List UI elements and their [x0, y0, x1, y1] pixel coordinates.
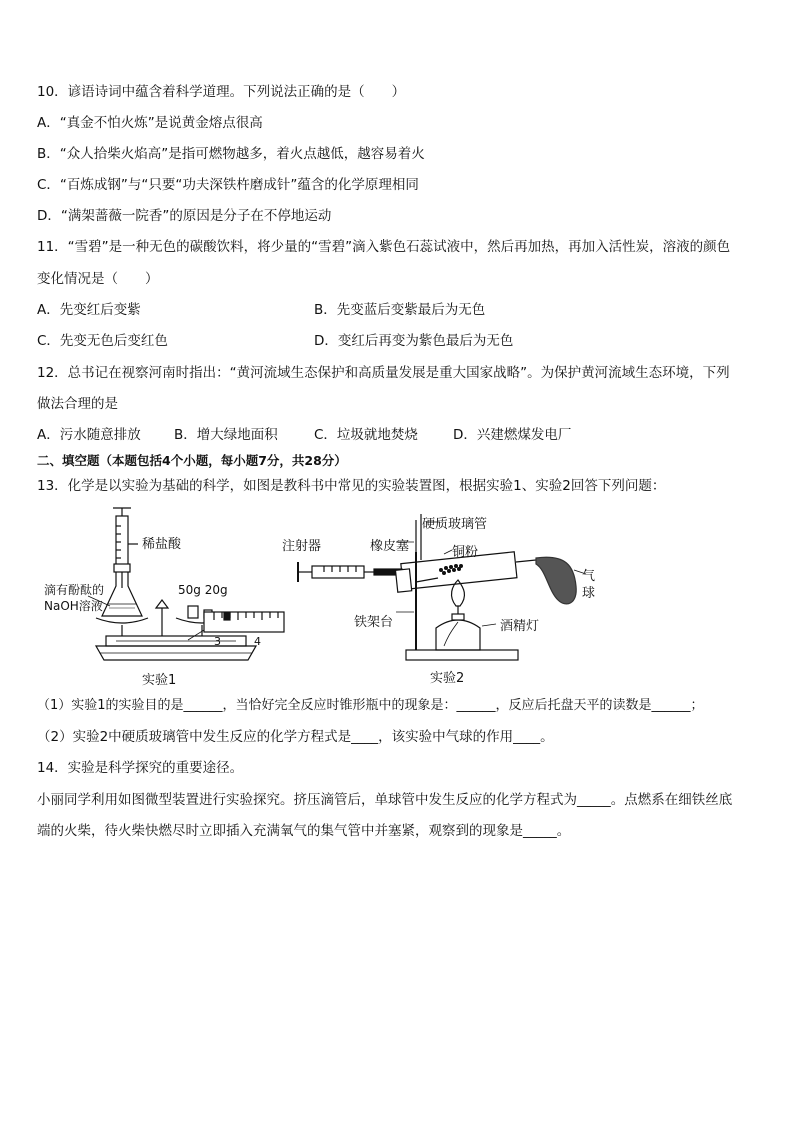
exp2-alcohol-lamp — [436, 620, 480, 650]
q11-option-d: D．变红后再变为紫色最后为无色 — [314, 333, 514, 349]
q11-option-a: A．先变红后变紫 — [37, 302, 141, 318]
exp2-stand-label: 铁架台 — [354, 615, 394, 630]
exp1-left-pan — [96, 618, 148, 623]
exp2-caption: 实验2 — [430, 671, 465, 686]
q13-sub1: （1）实验1的实验目的是______，当恰好完全反应时锥形瓶中的现象是：______，反应后托盘天平的读数是______； — [37, 698, 704, 713]
q13-stem: 13．化学是以实验为基础的科学，如图是教科书中常见的实验装置图，根据实验1、实验2回答下列问题： — [37, 478, 666, 494]
q11-stem-line1: 11．“雪碧”是一种无色的碳酸饮料，将少量的“雪碧”滴入紫色石蕊试液中，然后再加热，再加入活性炭，溶液的颜色 — [37, 239, 731, 255]
q12-option-d: D．兴建燃煤发电厂 — [453, 427, 572, 443]
exp1-weight-50g — [188, 606, 198, 618]
q12-option-a: A．污水随意排放 — [37, 427, 141, 443]
experiment-figure — [44, 500, 716, 700]
q14-para-line1: 小丽同学利用如图微型装置进行实验探究。挤压滴管后，单球管中发生反应的化学方程式为_____。点燃系在细铁丝底 — [37, 792, 733, 808]
q10-option-a: A．“真金不怕火炼”是说黄金熔点很高 — [37, 115, 263, 131]
exp1-acid-label: 稀盐酸 — [142, 537, 182, 552]
q11-option-b: B．先变蓝后变紫最后为无色 — [314, 302, 486, 318]
q14-para-line2: 端的火柴，待火柴快燃尽时立即插入充满氧气的集气管中并塞紧，观察到的现象是_____。 — [37, 823, 571, 839]
q11-stem-line2: 变化情况是（ ） — [37, 271, 159, 287]
exp2-stand-base — [406, 650, 518, 660]
exp1-stopper — [114, 564, 130, 572]
q13-sub2: （2）实验2中硬质玻璃管中发生反应的化学方程式是____，该实验中气球的作用____。 — [37, 729, 554, 745]
exp2-balloon-label-2: 球 — [582, 586, 596, 601]
exp2-rubber-stopper — [395, 569, 411, 592]
exp2-stopper-label: 橡皮塞 — [370, 539, 410, 554]
exp2-copper-powder — [439, 564, 463, 575]
exp2-copper-label: 铜粉 — [452, 545, 479, 560]
section-heading: 二、填空题（本题包括4个小题，每小题7分，共28分） — [37, 453, 347, 468]
exp2-tube-label: 硬质玻璃管 — [422, 517, 488, 532]
exp1-tick-3: 3 — [214, 635, 221, 648]
q12-option-c: C．垃圾就地焚烧 — [314, 427, 418, 443]
q12-stem-line1: 12．总书记在视察河南时指出：“黄河流域生态保护和高质量发展是重大国家战略”。为保护黄河流域生态环境，下列 — [37, 365, 730, 381]
exp1-weights-label: 50g 20g — [178, 583, 228, 597]
exp1-caption: 实验1 — [142, 673, 177, 688]
exp1-indicator-label-1: 滴有酚酞的 — [44, 583, 105, 597]
q10-stem: 10．谚语诗词中蕴含着科学道理。下列说法正确的是（ ） — [37, 84, 406, 100]
q11-option-c: C．先变无色后变红色 — [37, 333, 168, 349]
q10-option-d: D．“满架蔷薇一院香”的原因是分子在不停地运动 — [37, 208, 332, 224]
q10-option-c: C．“百炼成钢”与“只要“功夫深铁杵磨成针”蕴含的化学原理相同 — [37, 177, 419, 193]
exp2-syringe-label: 注射器 — [282, 539, 322, 554]
exp2-balloon — [536, 557, 576, 604]
q12-option-b: B．增大绿地面积 — [174, 427, 278, 443]
exp1-rider-scale — [204, 612, 284, 632]
exp1-tick-4: 4 — [254, 635, 261, 648]
q12-stem-line2: 做法合理的是 — [37, 396, 118, 412]
exp2-lamp-label: 酒精灯 — [500, 619, 540, 634]
exp2-balloon-label-1: 气 — [582, 569, 596, 584]
q10-option-b: B．“众人拾柴火焰高”是指可燃物越多，着火点越低，越容易着火 — [37, 146, 425, 162]
q14-stem: 14．实验是科学探究的重要途径。 — [37, 760, 244, 776]
exp1-indicator-label-2: NaOH溶液 — [44, 599, 103, 613]
